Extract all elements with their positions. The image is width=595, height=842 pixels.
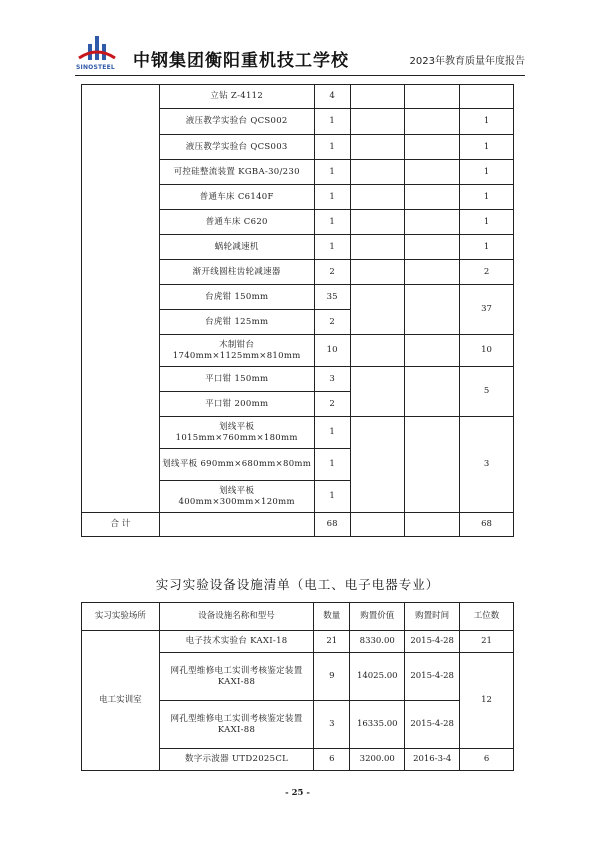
header-rule bbox=[75, 75, 525, 76]
stations-merged: 12 bbox=[460, 653, 514, 749]
stations: 2 bbox=[460, 260, 514, 285]
equipment-name: 平口钳 150mm bbox=[159, 367, 314, 392]
quantity: 6 bbox=[314, 749, 350, 771]
place-cell: 电工实训室 bbox=[82, 631, 160, 771]
equipment-name: 蜗轮减速机 bbox=[159, 235, 314, 260]
header-row bbox=[82, 603, 514, 631]
page-number: - 25 - bbox=[285, 788, 310, 798]
equipment-name: 网孔型维修电工实训考核鉴定装置 KAXI-88 bbox=[159, 701, 314, 749]
stations: 1 bbox=[460, 235, 514, 260]
total-quantity: 68 bbox=[314, 513, 350, 537]
equipment-name: 电子技术实验台 KAXI-18 bbox=[159, 631, 314, 653]
logo-text: SINOSTEEL bbox=[76, 64, 115, 71]
equipment-name: 普通车床 C620 bbox=[159, 210, 314, 235]
equipment-name: 划线平板 690mm×680mm×80mm bbox=[159, 449, 314, 481]
quantity: 2 bbox=[314, 310, 350, 335]
col-header: 数量 bbox=[314, 603, 350, 631]
stations: 1 bbox=[460, 185, 514, 210]
purchase-date: 2015-4-28 bbox=[405, 701, 460, 749]
table-row bbox=[82, 631, 514, 653]
col-header: 购置时间 bbox=[405, 603, 460, 631]
page-header bbox=[75, 36, 525, 76]
quantity: 1 bbox=[314, 481, 350, 513]
equipment-name: 台虎钳 125mm bbox=[159, 310, 314, 335]
col-header: 工位数 bbox=[460, 603, 514, 631]
quantity: 1 bbox=[314, 449, 350, 481]
quantity: 3 bbox=[314, 701, 350, 749]
col-header: 设备设施名称和型号 bbox=[159, 603, 314, 631]
quantity: 1 bbox=[314, 235, 350, 260]
quantity: 2 bbox=[314, 392, 350, 417]
equipment-name: 木制钳台 1740mm×1125mm×810mm bbox=[159, 335, 314, 367]
quantity: 21 bbox=[314, 631, 350, 653]
quantity: 10 bbox=[314, 335, 350, 367]
place-cell bbox=[82, 85, 160, 513]
electrical-equipment-table bbox=[81, 602, 514, 771]
section-title: 实习实验设备设施清单（电工、电子电器专业） bbox=[155, 577, 440, 592]
equipment-name: 立钻 Z-4112 bbox=[159, 85, 314, 109]
total-row bbox=[82, 513, 514, 537]
equipment-name: 划线平板 1015mm×760mm×180mm bbox=[159, 417, 314, 449]
price: 14025.00 bbox=[350, 653, 405, 701]
price: 8330.00 bbox=[350, 631, 405, 653]
stations: 1 bbox=[460, 135, 514, 160]
purchase-date: 2016-3-4 bbox=[405, 749, 460, 771]
equipment-table-continued bbox=[81, 84, 514, 537]
stations: 10 bbox=[460, 335, 514, 367]
equipment-name: 平口钳 200mm bbox=[159, 392, 314, 417]
quantity: 35 bbox=[314, 285, 350, 310]
stations-merged: 5 bbox=[460, 367, 514, 417]
school-name: 中钢集团衡阳重机技工学校 bbox=[133, 51, 349, 71]
stations: 6 bbox=[460, 749, 514, 771]
total-stations: 68 bbox=[460, 513, 514, 537]
stations: 21 bbox=[460, 631, 514, 653]
table-row bbox=[82, 85, 514, 109]
quantity: 1 bbox=[314, 417, 350, 449]
equipment-name: 网孔型维修电工实训考核鉴定装置 KAXI-88 bbox=[159, 653, 314, 701]
purchase-date: 2015-4-28 bbox=[405, 653, 460, 701]
total-label: 合 计 bbox=[82, 513, 160, 537]
equipment-name: 台虎钳 150mm bbox=[159, 285, 314, 310]
equipment-name: 划线平板 400mm×300mm×120mm bbox=[159, 481, 314, 513]
stations: 1 bbox=[460, 160, 514, 185]
quantity: 1 bbox=[314, 210, 350, 235]
quantity: 1 bbox=[314, 185, 350, 210]
stations-merged: 37 bbox=[460, 285, 514, 335]
equipment-name: 液压教学实验台 QCS002 bbox=[159, 109, 314, 135]
quantity: 4 bbox=[314, 85, 350, 109]
quantity: 9 bbox=[314, 653, 350, 701]
stations: 1 bbox=[460, 210, 514, 235]
quantity: 1 bbox=[314, 160, 350, 185]
equipment-name: 液压教学实验台 QCS003 bbox=[159, 135, 314, 160]
report-title: 2023年教育质量年度报告 bbox=[409, 56, 525, 67]
price: 3200.00 bbox=[350, 749, 405, 771]
col-header: 购置价值 bbox=[350, 603, 405, 631]
quantity: 2 bbox=[314, 260, 350, 285]
col-header: 实习实验场所 bbox=[82, 603, 160, 631]
stations: 1 bbox=[460, 109, 514, 135]
equipment-name: 渐开线圆柱齿轮减速器 bbox=[159, 260, 314, 285]
price: 16335.00 bbox=[350, 701, 405, 749]
equipment-name: 可控硅整流装置 KGBA-30/230 bbox=[159, 160, 314, 185]
equipment-name: 数字示波器 UTD2025CL bbox=[159, 749, 314, 771]
stations-merged: 3 bbox=[460, 417, 514, 513]
stations bbox=[460, 85, 514, 109]
purchase-date: 2015-4-28 bbox=[405, 631, 460, 653]
equipment-name: 普通车床 C6140F bbox=[159, 185, 314, 210]
quantity: 1 bbox=[314, 109, 350, 135]
quantity: 3 bbox=[314, 367, 350, 392]
quantity: 1 bbox=[314, 135, 350, 160]
